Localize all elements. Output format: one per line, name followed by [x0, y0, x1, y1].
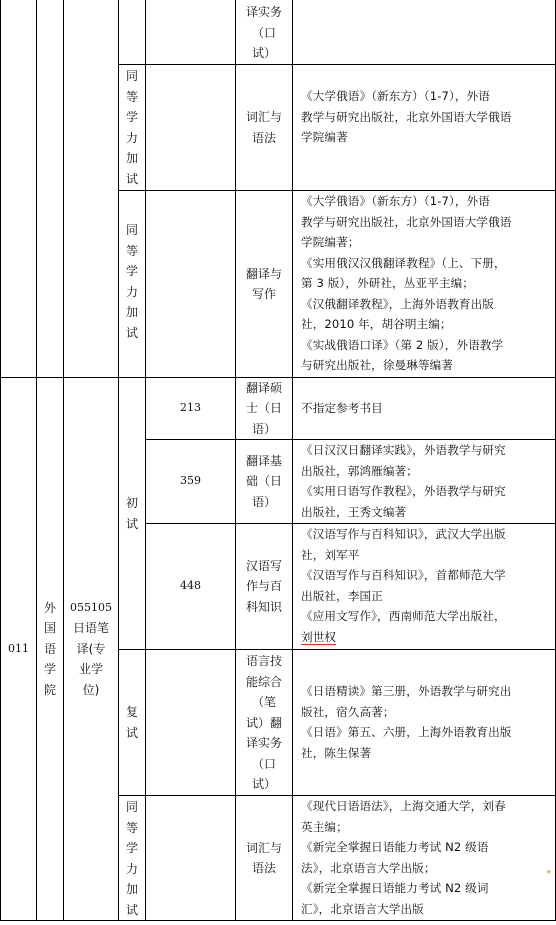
course-text: 翻译硕	[245, 380, 282, 395]
reference-line: 与研究出版社，徐曼琳等编著	[301, 358, 454, 372]
course-text: 词汇与	[245, 110, 282, 124]
row-divider	[118, 64, 555, 65]
stage-char: 同	[125, 69, 138, 83]
reference-line: 《实战俄语口译》（第 2 版），外语教学	[301, 337, 504, 352]
reference-cell	[293, 681, 555, 763]
reference-line: 出版社，李国正	[301, 588, 383, 603]
reference-line: 不指定参考书目	[301, 401, 383, 416]
course-text: （笔	[251, 695, 276, 709]
course-text: 科知识	[245, 599, 282, 614]
course-text: 翻译与	[245, 266, 282, 281]
row-divider	[0, 920, 555, 921]
stage-char: 试	[125, 725, 138, 740]
stage-char: 加	[125, 151, 138, 165]
course-text: 作与百	[245, 579, 282, 594]
school-name-char: 国	[43, 621, 56, 636]
reference-line: 《汉俄翻译教程》，上海外语教育出版	[301, 296, 494, 311]
reference-line: 英主编；	[301, 819, 348, 834]
reference-cell	[293, 440, 555, 522]
school-name-char: 语	[43, 641, 56, 656]
course-cell	[236, 796, 292, 920]
course-text: 语）	[251, 421, 276, 436]
course-text: 语法	[251, 130, 276, 145]
stage-char: 等	[125, 243, 138, 258]
course-cell	[236, 2, 292, 64]
stage-char: 试	[125, 516, 138, 531]
course-text: 试）	[251, 777, 276, 791]
course-text: 能综合	[245, 674, 282, 689]
reference-line: 出版社，郭鸿雁编著；	[301, 463, 418, 478]
course-cell	[236, 378, 292, 439]
stage-char: 等	[125, 89, 138, 104]
course-code-cell	[146, 378, 235, 439]
reference-line: 法》，北京语言大学出版；	[301, 860, 436, 875]
reference-line: 《汉语写作与百科知识》，首都师范大学	[301, 568, 506, 582]
reference-line: 教学与研究出版社，北京外国语大学俄语	[301, 109, 512, 124]
course-text: 翻译基	[245, 453, 282, 468]
reference-line: 社，2010 年，胡谷明主编；	[301, 317, 452, 331]
reference-line: 社，刘军平	[301, 547, 360, 562]
course-code: 448	[180, 579, 201, 593]
school-name-char: 院	[43, 682, 56, 697]
stage-char: 等	[125, 820, 138, 835]
course-cell	[236, 524, 292, 649]
stage-char: 力	[125, 284, 138, 299]
course-text: 试）	[251, 46, 276, 60]
course-text: 语言技	[245, 654, 282, 668]
course-cell	[236, 440, 292, 523]
stage-cell	[119, 66, 145, 189]
reference-line: 《实用俄汉汉俄翻译教程》（上、下册，	[301, 255, 506, 270]
school-name-cell	[37, 378, 63, 920]
school-name-char: 学	[43, 662, 56, 677]
stage-char: 力	[125, 861, 138, 876]
stage-char: 学	[125, 841, 138, 855]
reference-line: 《新完全掌握日语能力考试 N2 级词	[301, 881, 489, 895]
reference-line: 《大学俄语》（新东方）（1-7），外语	[301, 194, 490, 208]
reference-line: 刘世权	[301, 629, 337, 644]
reference-line: 《现代日语语法》，上海交通大学，刘春	[301, 799, 506, 813]
reference-line: 《日语》第五、六册，上海外语教育出版	[301, 725, 512, 739]
school-code-cell	[1, 378, 36, 920]
reference-cell	[293, 86, 555, 148]
course-text: 础（日	[245, 474, 282, 489]
stage-char: 加	[125, 305, 138, 319]
reference-line: 《日语精读》第三册，外语教学与研究出	[301, 684, 512, 698]
reference-cell	[293, 796, 545, 919]
reference-line: 第 3 版），外研社，丛亚平主编；	[301, 276, 474, 290]
reference-cell	[293, 524, 555, 647]
school-code: 011	[8, 641, 29, 655]
reference-line: 学院编著；	[301, 235, 360, 249]
major-text: 业学	[78, 662, 103, 677]
reference-line: 《实用日语写作教程》，外语教学与研究	[301, 484, 506, 498]
edge-mark-icon: ✦	[545, 868, 553, 878]
stage-cell-initial	[119, 378, 145, 649]
course-cell	[236, 191, 292, 377]
stage-char: 同	[125, 800, 138, 814]
course-text: 语）	[251, 494, 276, 509]
reference-line: 教学与研究出版社，北京外国语大学俄语	[301, 214, 512, 229]
row-divider	[118, 649, 555, 650]
stage-char: 同	[125, 223, 138, 237]
stage-char: 试	[125, 171, 138, 186]
course-text: 词汇与	[245, 840, 282, 855]
reference-line: 《新完全掌握日语能力考试 N2 级语	[301, 840, 489, 854]
major-text: 译(专	[76, 641, 106, 656]
stage-char: 复	[125, 705, 138, 719]
course-text: 试）翻	[245, 715, 282, 730]
course-code-cell	[146, 524, 235, 649]
stage-char: 学	[125, 110, 138, 124]
stage-char: 初	[125, 496, 138, 510]
reference-line: 《大学俄语》（新东方）（1-7），外语	[301, 89, 490, 103]
major-text: 位)	[82, 682, 100, 697]
reference-line: 《汉语写作与百科知识》，武汉大学出版	[301, 527, 506, 541]
stage-cell-retest	[119, 650, 145, 795]
major-cell	[64, 378, 118, 920]
course-cell	[236, 65, 292, 190]
course-text: （口	[251, 756, 276, 771]
course-code: 359	[180, 474, 201, 488]
course-text: 士（日	[245, 401, 282, 416]
stage-char: 学	[125, 264, 138, 278]
reference-line: 版社，宿久高著；	[301, 704, 395, 719]
reference-line: 出版社，王秀文编著	[301, 504, 407, 519]
course-text: 译实务	[245, 736, 282, 750]
reference-line: 《应用文写作》，西南师范大学出版社，	[301, 609, 506, 623]
reference-line: 《日汉汉日翻译实践》，外语教学与研究	[301, 443, 506, 457]
reference-cell	[293, 378, 555, 439]
major-text: 055105	[70, 600, 112, 614]
course-cell	[236, 651, 292, 795]
course-text: 语法	[251, 861, 276, 875]
stage-cell	[119, 220, 145, 343]
major-text: 日语笔	[72, 621, 109, 636]
course-code: 213	[180, 401, 201, 415]
course-text: 写作	[251, 287, 276, 301]
course-code-cell	[146, 440, 235, 523]
school-name-char: 外	[43, 600, 56, 615]
course-text: （口	[251, 25, 276, 40]
course-text: 汉语写	[245, 558, 282, 573]
stage-char: 试	[125, 902, 138, 917]
reference-line: 社，陈生保著	[301, 745, 372, 760]
reference-cell	[293, 191, 555, 376]
stage-char: 试	[125, 325, 138, 340]
stage-char: 加	[125, 882, 138, 896]
stage-cell-equiv	[119, 797, 145, 920]
stage-char: 力	[125, 130, 138, 145]
course-text: 译实务	[245, 5, 282, 19]
reference-line: 汇》，北京语言大学出版	[301, 901, 424, 916]
reference-line: 学院编著	[301, 130, 348, 144]
